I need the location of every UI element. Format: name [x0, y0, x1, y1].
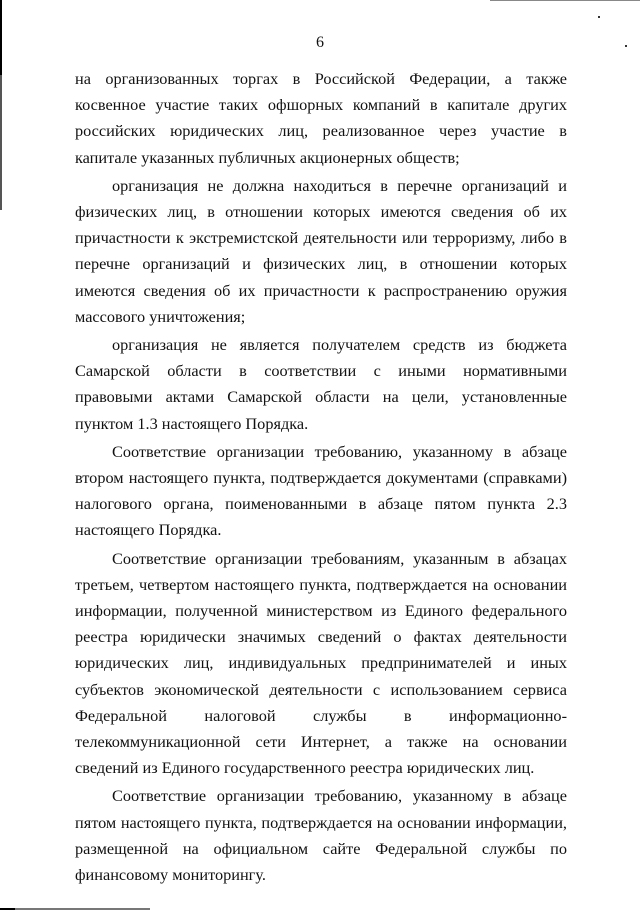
paragraph-3: организация не является получателем средств из бюджета Самарской области в соответствии с иными нормативными правовыми актами Самарской области на цели, установленные пунктом 1.3 настоящего Порядка.: [75, 335, 567, 433]
scan-edge-top: [490, 0, 640, 1]
page-number: 6: [316, 34, 324, 51]
paragraph-6: Соответствие организации требованию, указанному в абзаце пятом настоящего пункта, подтверждается на основании информации, размещенной на официальном сайте Федеральной службы по финансовому мониторингу.: [75, 786, 567, 885]
document-body: [75, 66, 567, 888]
paragraph-1: на организованных торгах в Российской Федерации, а также косвенное участие таких офшорных компаний в капитале других российских юридических лиц, реализованное через участие в капитале указанных публичных акционерных обществ;: [75, 69, 567, 167]
paragraph-5: Соответствие организации требованиям, указанным в абзацах третьем, четвертом настоящего пункта, подтверждается на основании информации, полученной министерством из Единого федерального реестра юридически значимых сведений о фактах деятельности юридических лиц, индивидуальных предпринимателей и иных субъектов экономической деятельности с использованием сервиса Федеральной налоговой службы в информационно-телекоммуникационной сети Интернет, а также на основании сведений из Единого государственного реестра юридических лиц.: [75, 548, 567, 778]
scan-speck: [598, 16, 600, 18]
paragraph-2: организация не должна находиться в перечне организаций и физических лиц, в отношении которых имеются сведения об их причастности к экстремистской деятельности или терроризму, либо в перечне организаций и физических лиц, в отношении которых имеются сведения об их причастности к распространению оружия массового уничтожения;: [75, 175, 567, 326]
paragraph-4: Соответствие организации требованию, указанному в абзаце втором настоящего пункта, подтверждается документами (справками) налогового органа, поименованными в абзаце пятом пункта 2.3 настоящего Порядка.: [75, 441, 567, 540]
